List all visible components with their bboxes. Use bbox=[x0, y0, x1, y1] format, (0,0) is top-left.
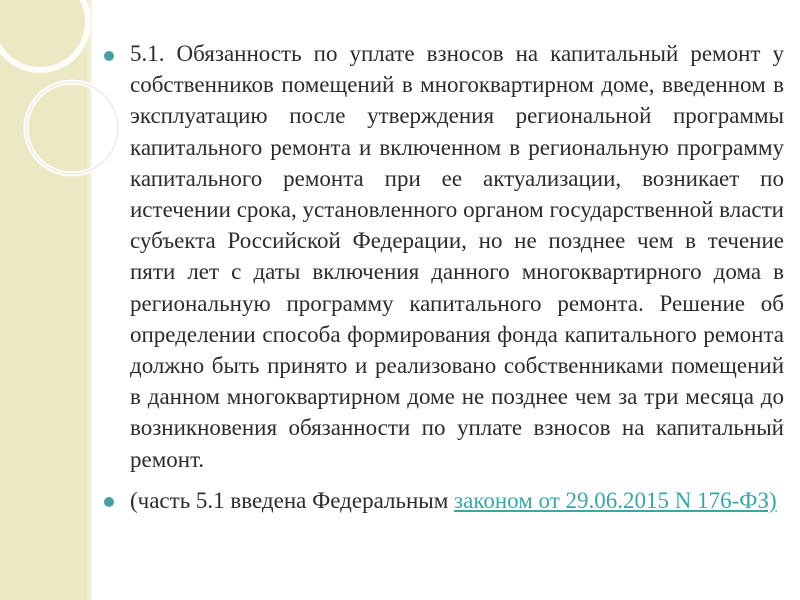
list-item bbox=[102, 38, 784, 475]
note-paragraph bbox=[130, 485, 784, 516]
bullet-icon bbox=[104, 497, 114, 507]
note-text: (часть 5.1 введена Федеральным bbox=[130, 487, 455, 513]
law-link[interactable]: законом от 29.06.2015 N 176-ФЗ) bbox=[454, 487, 777, 513]
bullet-icon bbox=[104, 51, 114, 61]
slide-content bbox=[102, 38, 784, 516]
main-paragraph: 5.1. Обязанность по уплате взносов на капитальный ремонт у собственников помещений в многоквартирном доме, введенном в эксплуатацию после утверждения региональной программы капитального ремонта и включенном в региональную программу капитального ремонта при ее актуализации, возникает по истечении срока, установленного органом государственной власти субъекта Российской Федерации, но не позднее чем в течение пяти лет с даты включения данного многоквартирного дома в региональную программу капитального ремонта. Решение об определении способа формирования фонда капитального ремонта должно быть принято и реализовано собственниками помещений в данном многоквартирном доме не позднее чем за три месяца до возникновения обязанности по уплате взносов на капитальный ремонт. bbox=[130, 41, 784, 472]
list-item bbox=[102, 485, 784, 516]
